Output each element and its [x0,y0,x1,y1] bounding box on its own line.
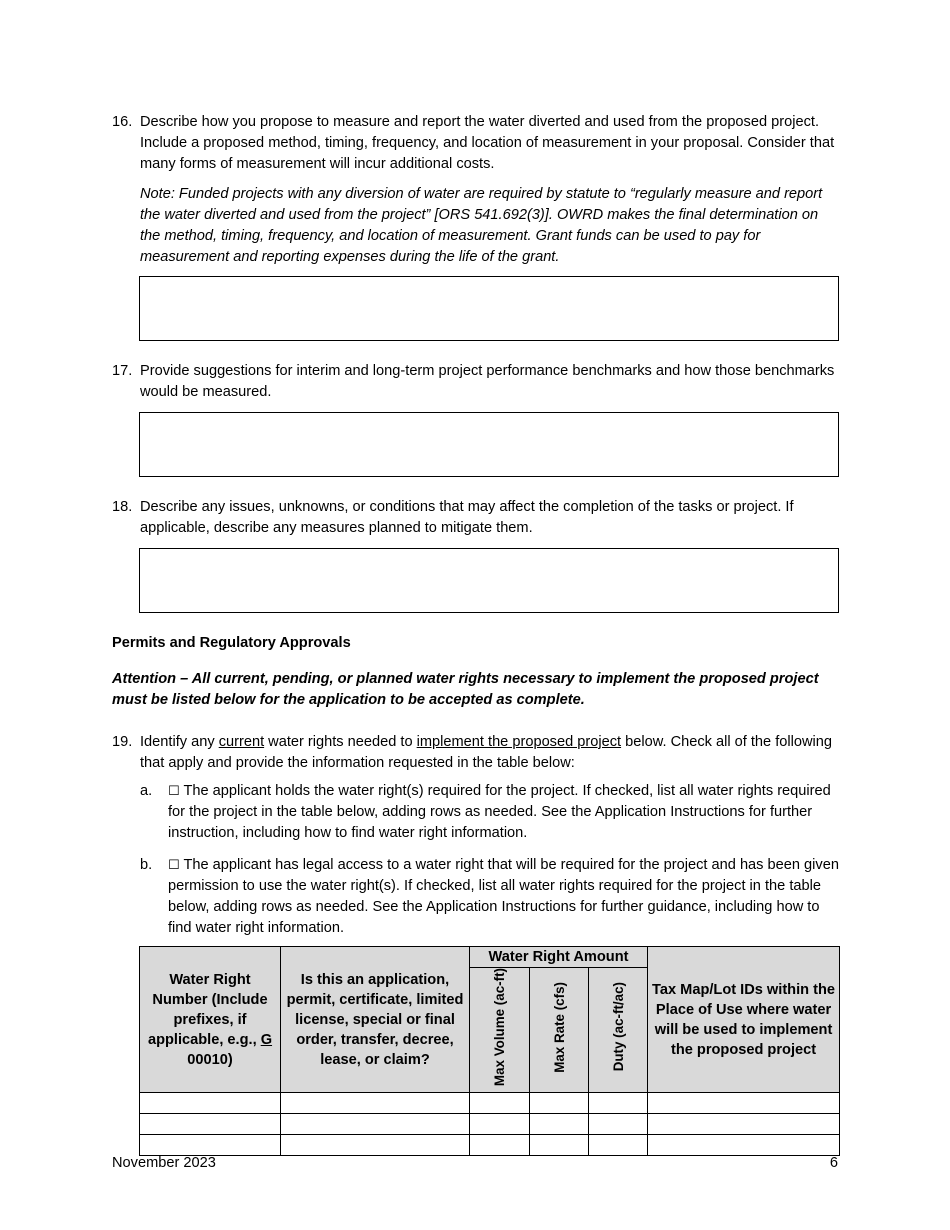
section-heading: Permits and Regulatory Approvals [112,635,351,651]
option-text: The applicant has legal access to a water right that will be required for the project and has been given permission to use the water right(s). If checked, list all water rights required for the project in the table below, adding rows as needed. See the Application Instructions for further guidance, including how to find water right information. [168,857,839,936]
option-b [140,855,840,939]
table-cell[interactable] [589,1135,648,1156]
answer-box-16[interactable] [139,276,839,341]
question-number: 16. [112,114,133,130]
table-cell[interactable] [648,1114,840,1135]
question-text: Provide suggestions for interim and long-term project performance benchmarks and how those benchmarks would be measured. [140,363,835,400]
table-cell[interactable] [281,1093,470,1114]
column-header-max-volume: Max Volume (ac-ft) [470,968,530,1093]
column-header-water-right-amount: Water Right Amount [470,947,648,968]
question-note: Note: Funded projects with any diversion of water are required by statute to “regularly measure and report the water diverted and used from the project” [ORS 541.692(3)]. OWRD makes the final determination on the method, timing, frequency, and location of measurement. Grant funds can be used to pay for measurement and reporting expenses during the life of the grant. [140,186,823,265]
table-cell[interactable] [589,1114,648,1135]
table-cell[interactable] [281,1135,470,1156]
column-header-duty: Duty (ac-ft/ac) [589,968,648,1093]
table-cell[interactable] [648,1135,840,1156]
question-number: 17. [112,363,133,379]
question-text: Identify any current water rights needed to implement the proposed project below. Check all of the following that apply and provide the information requested in the table below: [140,734,832,771]
table-cell[interactable] [470,1114,530,1135]
question-number: 18. [112,499,133,515]
table-cell[interactable] [140,1093,281,1114]
question-text: Describe how you propose to measure and report the water diverted and used from the proposed project. Include a proposed method, timing, frequency, and location of measurement in your proposal. Consider that many forms of measurement will incur additional costs. [140,114,835,172]
answer-box-17[interactable] [139,412,839,477]
table-cell[interactable] [648,1093,840,1114]
page-number: 6 [829,1155,838,1171]
option-letter: b. [140,857,153,873]
option-a [140,781,840,844]
column-header-water-right-number: Water Right Number (Include prefixes, if applicable, e.g., G 00010) [140,947,281,1093]
checkbox-a[interactable]: ☐ [168,784,180,799]
table-row [140,1114,840,1135]
column-header-tax-map: Tax Map/Lot IDs within the Place of Use where water will be used to implement the proposed project [648,947,840,1093]
table-row [140,1093,840,1114]
column-header-type: Is this an application, permit, certificate, limited license, special or final order, transfer, decree, lease, or claim? [281,947,470,1093]
water-rights-table [139,946,840,1156]
table-cell[interactable] [530,1114,589,1135]
checkbox-b[interactable]: ☐ [168,858,180,873]
table-row [140,1135,840,1156]
table-cell[interactable] [589,1093,648,1114]
table-cell[interactable] [470,1093,530,1114]
table-cell[interactable] [530,1135,589,1156]
question-16 [112,112,840,268]
question-18 [112,497,840,539]
table-cell[interactable] [281,1114,470,1135]
table-cell[interactable] [530,1093,589,1114]
question-17 [112,361,840,403]
question-number: 19. [112,734,133,750]
footer-date: November 2023 [112,1155,216,1171]
column-header-max-rate: Max Rate (cfs) [530,968,589,1093]
question-19 [112,732,840,939]
attention-notice: Attention – All current, pending, or planned water rights necessary to implement the proposed project must be listed below for the application to be accepted as complete. [112,671,819,708]
table-cell[interactable] [470,1135,530,1156]
option-letter: a. [140,783,153,799]
answer-box-18[interactable] [139,548,839,613]
table-cell[interactable] [140,1114,281,1135]
question-text: Describe any issues, unknowns, or conditions that may affect the completion of the tasks or project. If applicable, describe any measures planned to mitigate them. [140,499,794,536]
option-text: The applicant holds the water right(s) required for the project. If checked, list all water rights required for the project in the table below, adding rows as needed. See the Application Instructions for further instruction, including how to find water right information. [168,783,831,841]
